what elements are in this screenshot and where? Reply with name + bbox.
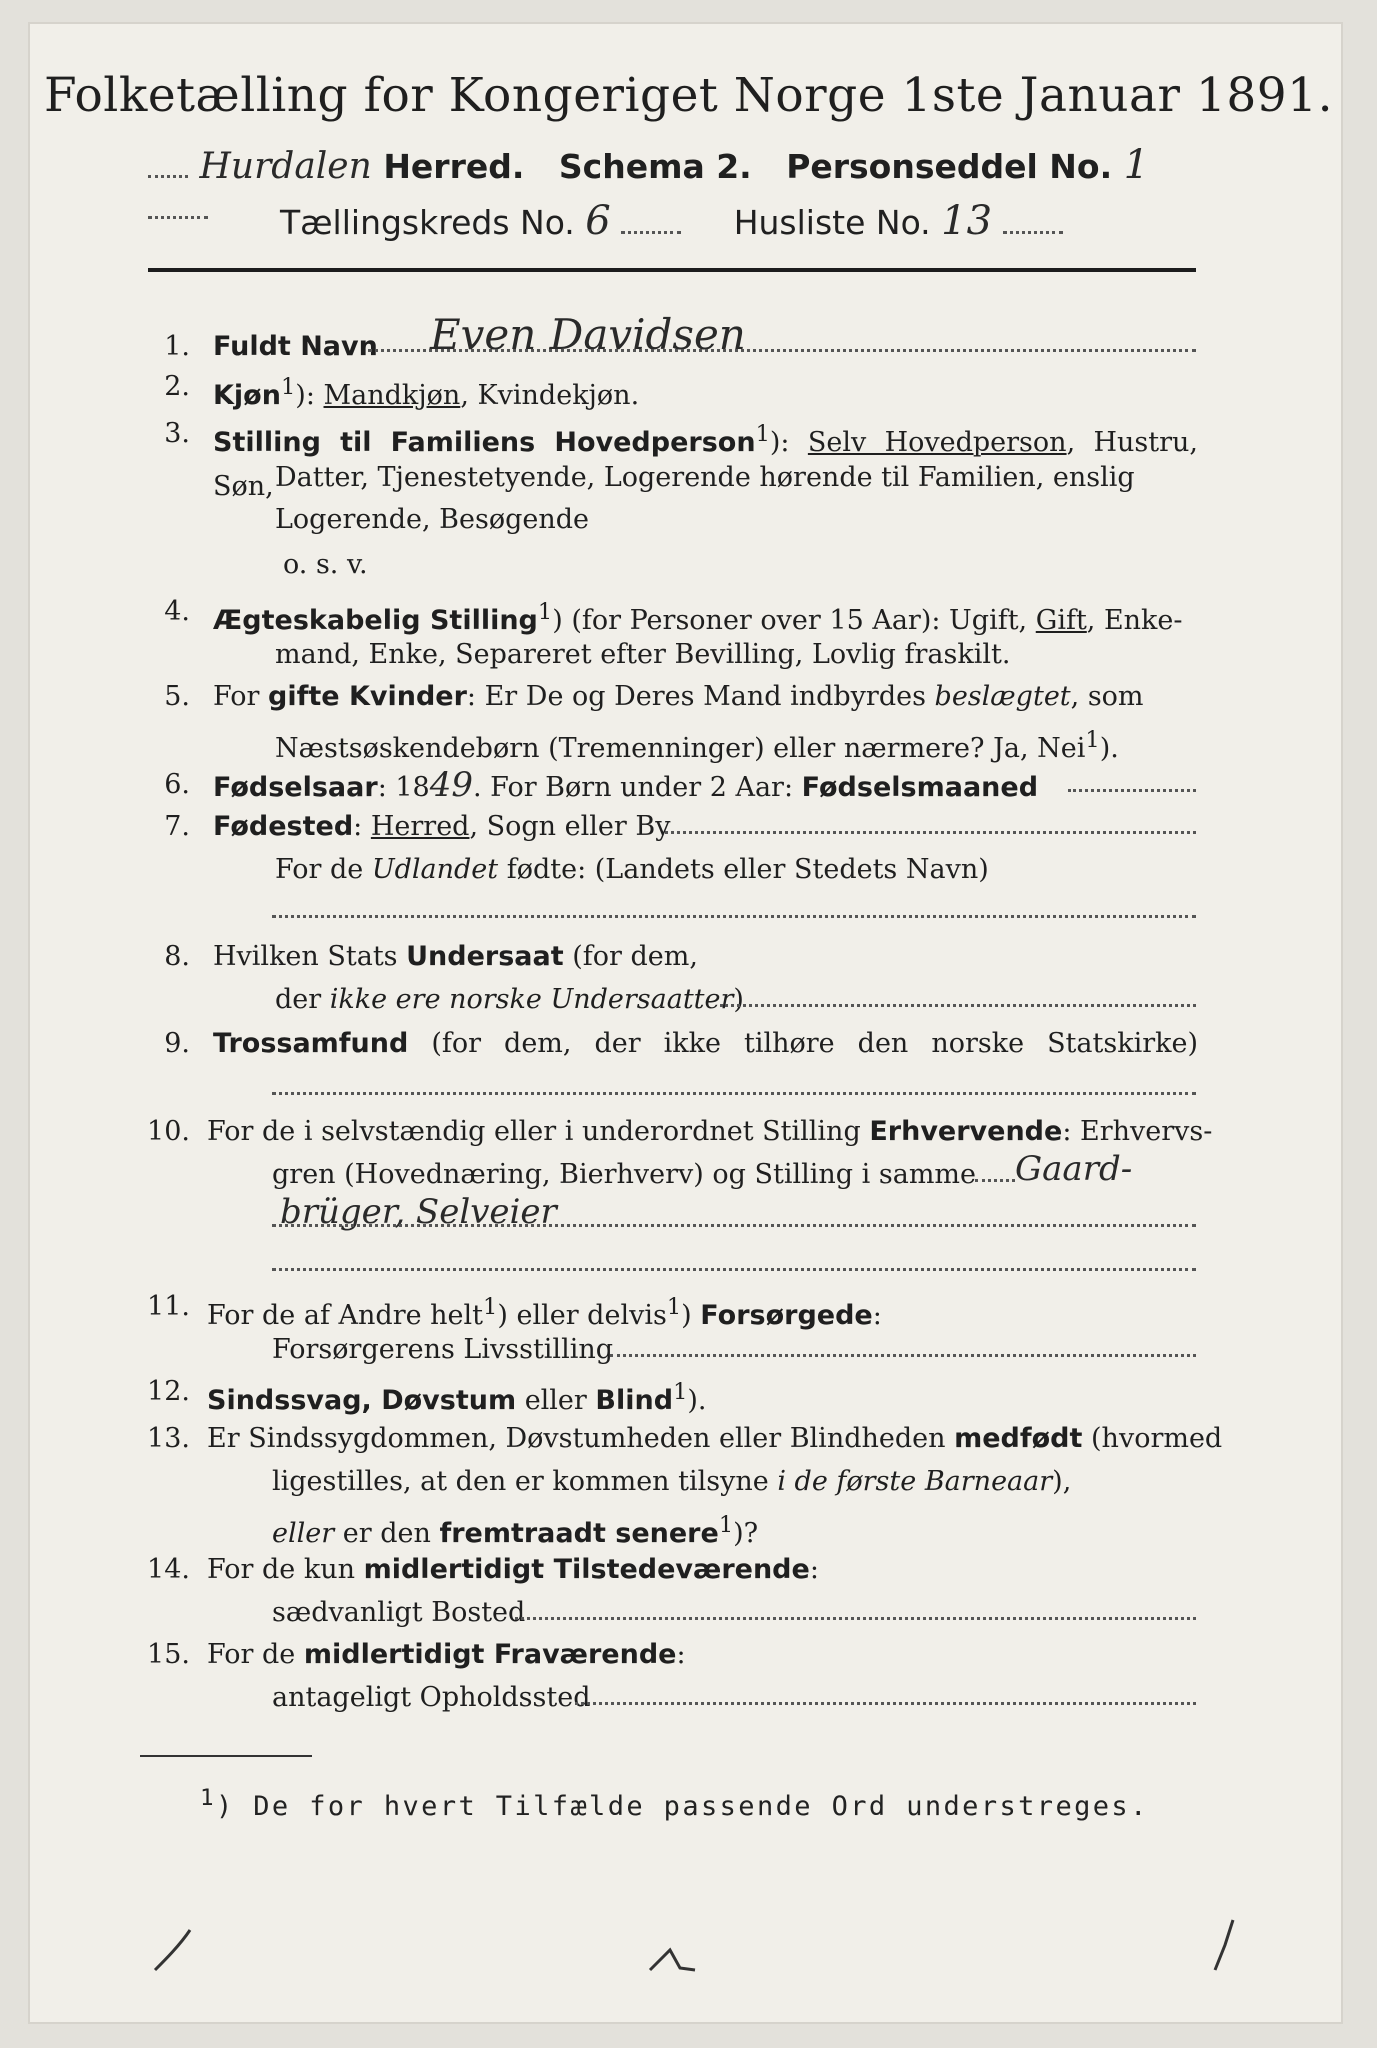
item-text: ): (769, 427, 790, 458)
footnote-ref: 1 (666, 1294, 682, 1320)
foreign-birthplace-leader (272, 913, 1196, 918)
herred-leader (148, 147, 188, 178)
birthplace-leader (665, 829, 1196, 834)
item-text: , som (1070, 681, 1144, 712)
item-text: ): (295, 380, 315, 411)
item-number: 10. (147, 1116, 190, 1147)
item-text: eller (272, 1518, 335, 1549)
provider-leader (610, 1352, 1196, 1357)
occupation-handwritten-2: brüger, Selveier (280, 1192, 557, 1232)
item-text: Forsørgerens Livsstilling (272, 1334, 614, 1365)
item-text: ), (1052, 1466, 1072, 1497)
kreds-leader (621, 203, 681, 234)
kreds-line (280, 198, 1180, 246)
item-number: 11. (147, 1291, 190, 1322)
footnote-marker: 1 (200, 1785, 216, 1811)
item-label: Sindssvag, Døvstum (207, 1385, 517, 1416)
item-text: , Kvindekjøn. (460, 380, 640, 411)
item-number: 15. (147, 1639, 190, 1670)
item-text: eller (524, 1385, 587, 1416)
item-number: 2. (164, 371, 190, 402)
item-text: For de (207, 1639, 296, 1670)
occupation-line-3 (272, 1222, 1196, 1227)
footnote-ref: 1 (718, 1512, 734, 1538)
item-text: Næstsøskendebørn (Tremenninger) eller nærmere? Ja, Nei (275, 733, 1086, 764)
item-text: Datter, Tjenestetyende, Logerende hørende til Familien, enslig (275, 462, 1135, 493)
item-text: ikke ere norske Undersaatter (329, 984, 734, 1015)
footnote-ref: 1 (537, 599, 553, 625)
herred-handwritten: Hurdalen (199, 146, 372, 187)
item-text: , Hustru, Søn, (213, 427, 1198, 502)
item-text: . For Børn under 2 Aar: (473, 772, 794, 803)
item-text: sædvanligt Bosted (272, 1597, 526, 1628)
item-text: : Erhvervs- (1062, 1116, 1213, 1147)
item-text: Er Sindssygdommen, Døvstumheden eller Blindheden (207, 1423, 946, 1454)
item-text: ) eller delvis (497, 1300, 667, 1331)
footnote (200, 1785, 1149, 1822)
kreds-label: Tællingskreds No. (280, 203, 575, 242)
item-number: 12. (147, 1376, 190, 1407)
full-name-handwritten: Even Davidsen (430, 310, 746, 359)
herred-label: Herred. (383, 147, 525, 186)
footnote-ref: 1 (483, 1294, 498, 1320)
schema-label: Schema 2. (558, 147, 752, 186)
item-text: For de af Andre helt (207, 1300, 484, 1331)
item-text: For de (275, 854, 364, 885)
item-label: Blind (595, 1385, 674, 1416)
husliste-label: Husliste No. (733, 203, 931, 242)
item-label: Trossamfund (213, 1028, 409, 1059)
footnote-ref: 1 (755, 421, 770, 447)
item-text: der (275, 984, 322, 1015)
selected-option: Mandkjøn (323, 380, 461, 411)
form-title: Folketælling for Kongeriget Norge 1ste Januar 1891. (43, 68, 1334, 123)
full-name-leader (368, 347, 1196, 352)
item-text: : (809, 1554, 819, 1585)
selected-option: Herred (370, 811, 470, 842)
item-text: : 18 (377, 772, 430, 803)
item-text: (for dem, (572, 941, 698, 972)
item-text: )? (733, 1518, 759, 1549)
item-text: er den (342, 1518, 431, 1549)
kreds-number: 6 (585, 198, 611, 244)
item-text: ) (733, 984, 744, 1015)
footnote-text: ) De for hvert Tilfælde passende Ord understreges. (215, 1791, 1149, 1822)
item-text: : (676, 1639, 686, 1670)
item-text: (hvormed (1091, 1423, 1223, 1454)
item-text: ) (681, 1300, 692, 1331)
item-text: : (872, 1300, 882, 1331)
footnote-ref: 1 (673, 1379, 688, 1405)
personseddel-number: 1 (1123, 142, 1150, 188)
item-text: fødte: (Landets eller Stedets Navn) (506, 854, 989, 885)
item-label: gifte Kvinder (268, 681, 467, 712)
item-text: ). (687, 1385, 707, 1416)
item-text: i de første Barneaar (777, 1466, 1053, 1497)
personseddel-label: Personseddel No. (786, 147, 1113, 186)
item-text: (for dem, der ikke tilhøre den norske Statskirke) (431, 1028, 1198, 1059)
item-label: Fødselsmaaned (801, 772, 1039, 803)
item-label: midlertidigt Fraværende (303, 1639, 677, 1670)
tick-mark-right (1205, 1915, 1245, 1975)
item-label: Undersaat (406, 941, 564, 972)
birth-year-handwritten: 49 (429, 765, 474, 805)
item-number: 7. (164, 811, 190, 842)
tick-mark-left (150, 1925, 200, 1975)
item-number: 6. (164, 769, 190, 800)
item-number: 5. (164, 681, 190, 712)
item-text: : (353, 811, 363, 842)
item-label: Kjøn (213, 380, 281, 411)
personseddel-leader (148, 188, 208, 219)
item-text: , Enke- (1086, 605, 1183, 636)
footnote-ref: 1 (1085, 727, 1100, 753)
item-number: 3. (164, 418, 190, 449)
item-number: 13. (147, 1423, 190, 1454)
item-label: medfødt (954, 1423, 1083, 1454)
item-label: fremtraadt senere (439, 1518, 719, 1549)
item-label: Fuldt Navn (213, 331, 378, 362)
item-text: beslægtet (934, 681, 1071, 712)
occupation-leader (975, 1177, 1015, 1182)
item-label: Erhvervende (869, 1116, 1063, 1147)
birth-month-leader (1068, 787, 1196, 792)
item-label: Ægteskabelig Stilling (213, 605, 538, 636)
item-text: Logerende, Besøgende (275, 504, 589, 535)
item-text: : Er De og Deres Mand indbyrdes (466, 681, 926, 712)
item-text: Udlandet (371, 854, 499, 885)
occupation-line-4 (272, 1266, 1196, 1271)
husliste-leader (1003, 203, 1063, 234)
stay-leader (575, 1700, 1196, 1705)
item-label: Fødested (213, 811, 354, 842)
herred-line (148, 142, 1198, 190)
citizenship-leader (720, 1002, 1196, 1007)
selected-option: Selv Hovedperson (807, 427, 1067, 458)
item-text: ) (for Personer over 15 Aar): Ugift, (552, 605, 1028, 636)
item-label: midlertidigt Tilstedeværende (363, 1554, 810, 1585)
item-number: 1. (164, 331, 190, 362)
item-number: 14. (147, 1554, 190, 1585)
item-text: , Sogn eller By (469, 811, 671, 842)
item-number: 4. (164, 596, 190, 627)
item-label: Forsørgede (700, 1300, 873, 1331)
residence-leader (515, 1615, 1196, 1620)
item-text: mand, Enke, Separeret efter Bevilling, Lovlig fraskilt. (275, 639, 1011, 670)
footnote-rule (140, 1755, 312, 1757)
item-text: ligestilles, at den er kommen tilsyne (272, 1466, 769, 1497)
item-label: Stilling til Familiens Hovedperson (213, 427, 756, 458)
footnote-ref: 1 (280, 374, 296, 400)
selected-option: Gift (1035, 605, 1087, 636)
item-text: For de i selvstændig eller i underordnet Stilling (207, 1116, 861, 1147)
item-number: 9. (164, 1028, 190, 1059)
item-number: 8. (164, 941, 190, 972)
item-text: For (213, 681, 260, 712)
item-text: antageligt Opholdssted (272, 1682, 591, 1713)
header-rule (148, 268, 1196, 272)
item-text: gren (Hovednæring, Bierhverv) og Stilling i samme (272, 1159, 977, 1190)
item-text: Hvilken Stats (213, 941, 398, 972)
occupation-handwritten: Gaard- (1015, 1149, 1133, 1189)
item-text: o. s. v. (283, 549, 368, 580)
item-text: ). (1099, 733, 1119, 764)
husliste-number: 13 (941, 198, 993, 244)
item-label: Fødselsaar (213, 772, 378, 803)
item-text: For de kun (207, 1554, 355, 1585)
tick-mark-center (640, 1940, 700, 1980)
religion-leader (272, 1090, 1196, 1095)
